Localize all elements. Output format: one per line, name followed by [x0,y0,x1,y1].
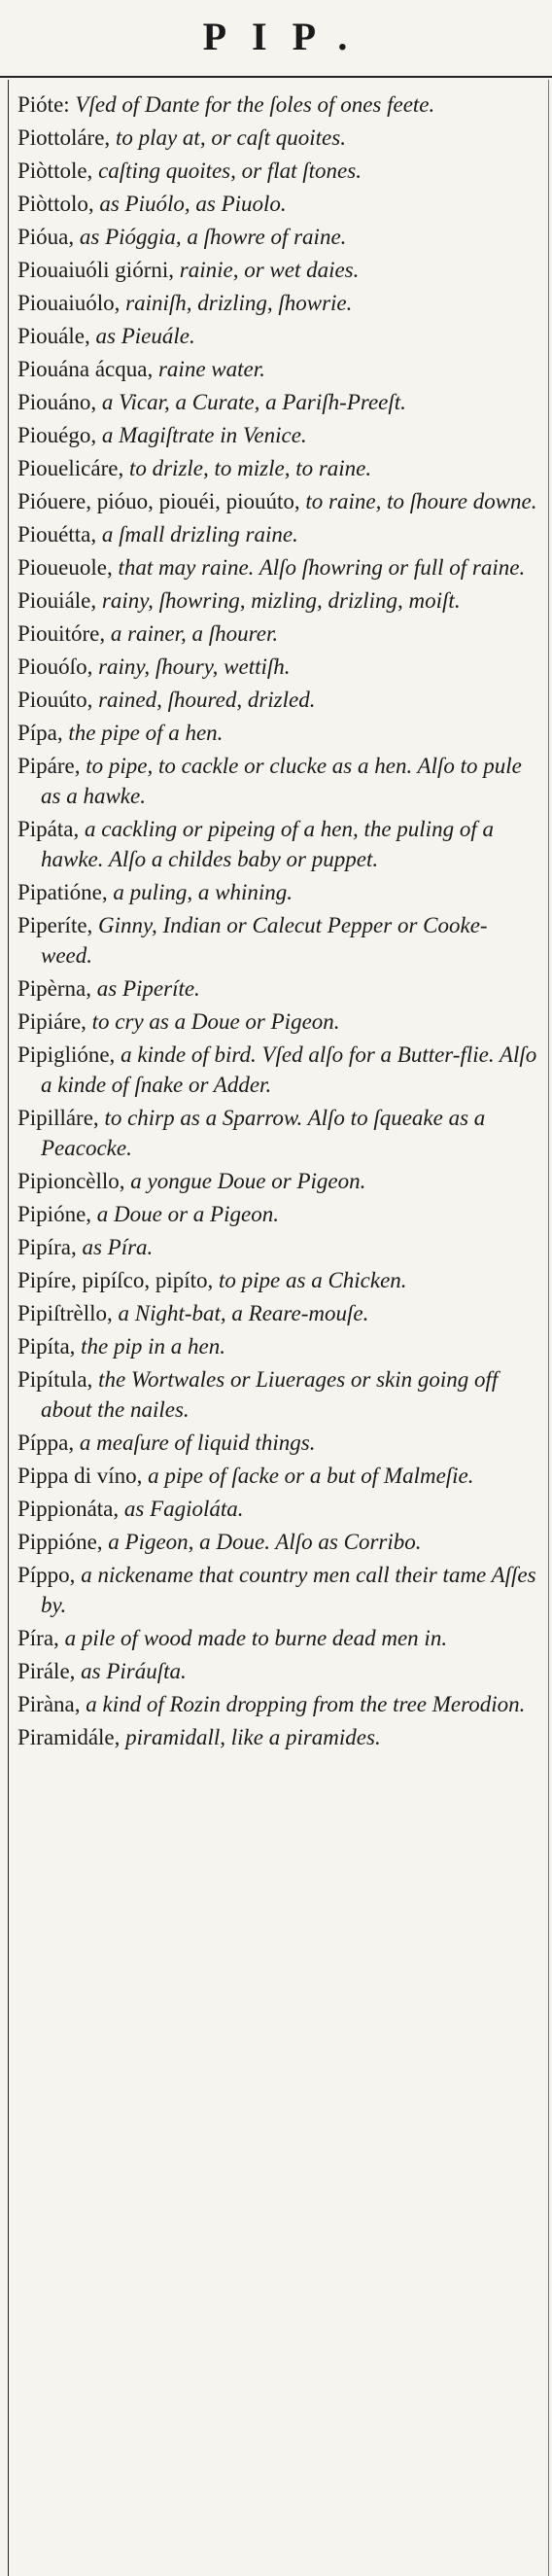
entry-definition: rainiſh, drizling, ſhowrie. [120,291,353,315]
entry-headword: Pióuere, pióuo, piouéi, piouúto, [17,489,300,513]
dictionary-entry [17,652,538,682]
dictionary-entry [17,354,538,384]
entry-definition: a meaſure of liquid things. [74,1430,316,1455]
entry-headword: Pipiglióne, [17,1042,116,1067]
entry-headword: Piouaiuóli giórni, [17,258,174,282]
right-column-edge [548,80,549,2576]
entry-headword: Pípa, [17,721,63,745]
column-rule [8,80,9,2576]
dictionary-entry [17,89,538,120]
entry-definition: a Night-bat, a Reare-mouſe. [112,1301,369,1325]
dictionary-entry [17,1199,538,1229]
entry-definition: a cackling or pipeing of a hen, the puling of a hawke. Alſo a childes baby or puppet. [41,817,494,871]
entry-headword: Pioueuole, [17,555,113,580]
entry-definition: a Vicar, a Curate, a Pariſh-Preeſt. [96,390,406,414]
entry-headword: Piouégo, [17,423,97,447]
dictionary-entry [17,288,538,318]
dictionary-entry [17,1166,538,1196]
dictionary-entry [17,1103,538,1163]
entry-definition: a rainer, a ſhourer. [105,621,279,646]
entry-headword: Pippionáta, [17,1497,120,1521]
entry-definition: to cry as a Doue or Pigeon. [86,1009,340,1034]
dictionary-entry [17,1265,538,1295]
header-rule [0,76,552,78]
dictionary-entry [17,156,538,186]
dictionary-entry [17,1364,538,1425]
dictionary-entry [17,1232,538,1262]
entry-headword: Pipioncèllo, [17,1169,125,1193]
entry-headword: Pióua, [17,225,75,249]
entry-definition: to drizle, to mizle, to raine. [123,456,372,480]
entry-definition: to raine, to ſhoure downe. [299,489,537,513]
entry-headword: Pipíra, [17,1235,77,1259]
entry-headword: Pipèrna, [17,976,92,1001]
dictionary-entry [17,685,538,715]
entry-definition: Ginny, Indian or Calecut Pepper or Cooke-weed. [41,913,488,968]
entry-headword: Pipilláre, [17,1106,99,1130]
entry-definition: to play at, or caſt quoites. [110,125,346,150]
dictionary-entry [17,189,538,219]
entry-definition: a pile of wood made to burne dead men in. [58,1626,448,1650]
entry-definition: rainie, or wet daies. [174,258,360,282]
entry-definition: rained, ſhoured, drizled. [92,688,316,712]
entry-headword: Pipáta, [17,817,80,841]
entry-headword: Piottoláre, [17,125,111,150]
entry-headword: Pippióne, [17,1530,103,1554]
entry-definition: the pipe of a hen. [62,721,224,745]
dictionary-entry [17,486,538,516]
page-header [0,14,552,72]
dictionary-entry [17,519,538,549]
entry-headword: Pippa di víno, [17,1464,143,1488]
entry-definition: a nickename that country men call their tame Aſſes by. [41,1563,536,1617]
entry-definition: as Piperíte. [91,976,200,1001]
entry-definition: to pipe, to cackle or clucke as a hen. Alſo to pule as a hawke. [41,754,522,808]
entry-headword: Pióte: [17,92,70,117]
entry-headword: Piouaiuólo, [17,291,121,315]
entry-headword: Píra, [17,1626,59,1650]
entry-headword: Pipatióne, [17,880,108,904]
entry-definition: as Piuólo, as Piuolo. [93,192,287,216]
entry-definition: a Magiſtrate in Venice. [96,423,307,447]
entry-list [17,89,538,1755]
dictionary-entry [17,877,538,907]
entry-headword: Piouiále, [17,588,97,613]
entry-definition: a Pigeon, a Doue. Alſo as Corribo. [102,1530,422,1554]
entry-headword: Pipiáre, [17,1009,86,1034]
entry-headword: Piperíte, [17,913,93,937]
dictionary-entry [17,1527,538,1557]
dictionary-entry [17,585,538,616]
entry-definition: the Wortwales or Liuerages or skin going off about the nailes. [41,1367,499,1422]
entry-headword: Píppo, [17,1563,76,1587]
dictionary-entry [17,222,538,252]
entry-definition: a pipe of ſacke or a but of Malmeſie. [142,1464,474,1488]
entry-headword: Piouitóre, [17,621,106,646]
dictionary-entry [17,387,538,417]
entry-headword: Pipítula, [17,1367,93,1392]
entry-definition: as Pieuále. [89,324,195,348]
dictionary-entry [17,1040,538,1100]
entry-definition: the pip in a hen. [75,1334,226,1359]
dictionary-entry [17,1461,538,1491]
dictionary-entry [17,420,538,450]
entry-definition: raine water. [153,357,265,381]
entry-headword: Piouelicáre, [17,456,124,480]
entry-headword: Piouále, [17,324,90,348]
dictionary-entry [17,1298,538,1328]
entry-definition: that may raine. Alſo ſhowring or full of raine. [112,555,526,580]
entry-headword: Piouóſo, [17,654,93,679]
dictionary-entry [17,1006,538,1037]
entry-headword: Pipiſtrèllo, [17,1301,113,1325]
entry-headword: Pipióne, [17,1202,92,1226]
dictionary-entry [17,453,538,483]
entry-definition: as Piráuſta. [75,1659,187,1683]
dictionary-entry [17,255,538,285]
dictionary-entry [17,814,538,874]
entry-definition: caſting quoites, or flat ſtones. [92,159,362,183]
dictionary-entry [17,552,538,582]
dictionary-entry [17,1494,538,1524]
entry-definition: rainy, ſhowring, mizling, drizling, moiſt. [96,588,461,613]
entry-definition: a Doue or a Pigeon. [91,1202,279,1226]
dictionary-entry [17,123,538,153]
dictionary-entry [17,751,538,811]
entry-definition: a kinde of bird. Vſed alſo for a Butter-flie. Alſo a kinde of ſnake or Adder. [41,1042,537,1097]
dictionary-entry [17,1656,538,1686]
entry-headword: Piouúto, [17,688,93,712]
entry-headword: Piòttole, [17,159,93,183]
entry-headword: Piramidále, [17,1725,121,1749]
entry-definition: as Pióggia, a ſhowre of raine. [74,225,347,249]
entry-headword: Piouétta, [17,522,97,547]
entry-definition: a puling, a whining. [107,880,293,904]
entry-definition: as Fagioláta. [119,1497,244,1521]
entry-definition: rainy, ſhoury, wettiſh. [92,654,291,679]
dictionary-entry [17,910,538,970]
entry-headword: Piouána ácqua, [17,357,154,381]
entry-definition: a ſmall drizling raine. [96,522,298,547]
entry-definition: as Píra. [76,1235,154,1259]
entry-definition: a yongue Doue or Pigeon. [124,1169,366,1193]
entry-headword: Pipíre, pipíſco, pipíto, [17,1268,214,1292]
entry-headword: Piouáno, [17,390,97,414]
dictionary-entry [17,1623,538,1653]
entry-definition: a kind of Rozin dropping from the tree Merodion. [80,1692,526,1716]
entry-definition: piramidall, like a piramides. [120,1725,381,1749]
dictionary-entry [17,1560,538,1620]
dictionary-entry [17,1689,538,1719]
dictionary-entry [17,321,538,351]
entry-headword: Piràna, [17,1692,81,1716]
entry-headword: Pipíta, [17,1334,76,1359]
dictionary-entry [17,1722,538,1752]
entry-headword: Pirále, [17,1659,76,1683]
entry-definition: to chirp as a Sparrow. Alſo to ſqueake as a Peacocke. [41,1106,486,1160]
entry-headword: Piòttolo, [17,192,94,216]
dictionary-entry [17,1428,538,1458]
entry-definition: Vſed of Dante for the ſoles of ones feete. [69,92,435,117]
dictionary-entry [17,718,538,748]
entry-headword: Pipáre, [17,754,81,778]
page-title: PIP. [202,15,373,58]
dictionary-entry [17,618,538,649]
entry-definition: to pipe as a Chicken. [213,1268,407,1292]
dictionary-entry [17,1331,538,1361]
dictionary-entry [17,973,538,1004]
entry-headword: Píppa, [17,1430,75,1455]
